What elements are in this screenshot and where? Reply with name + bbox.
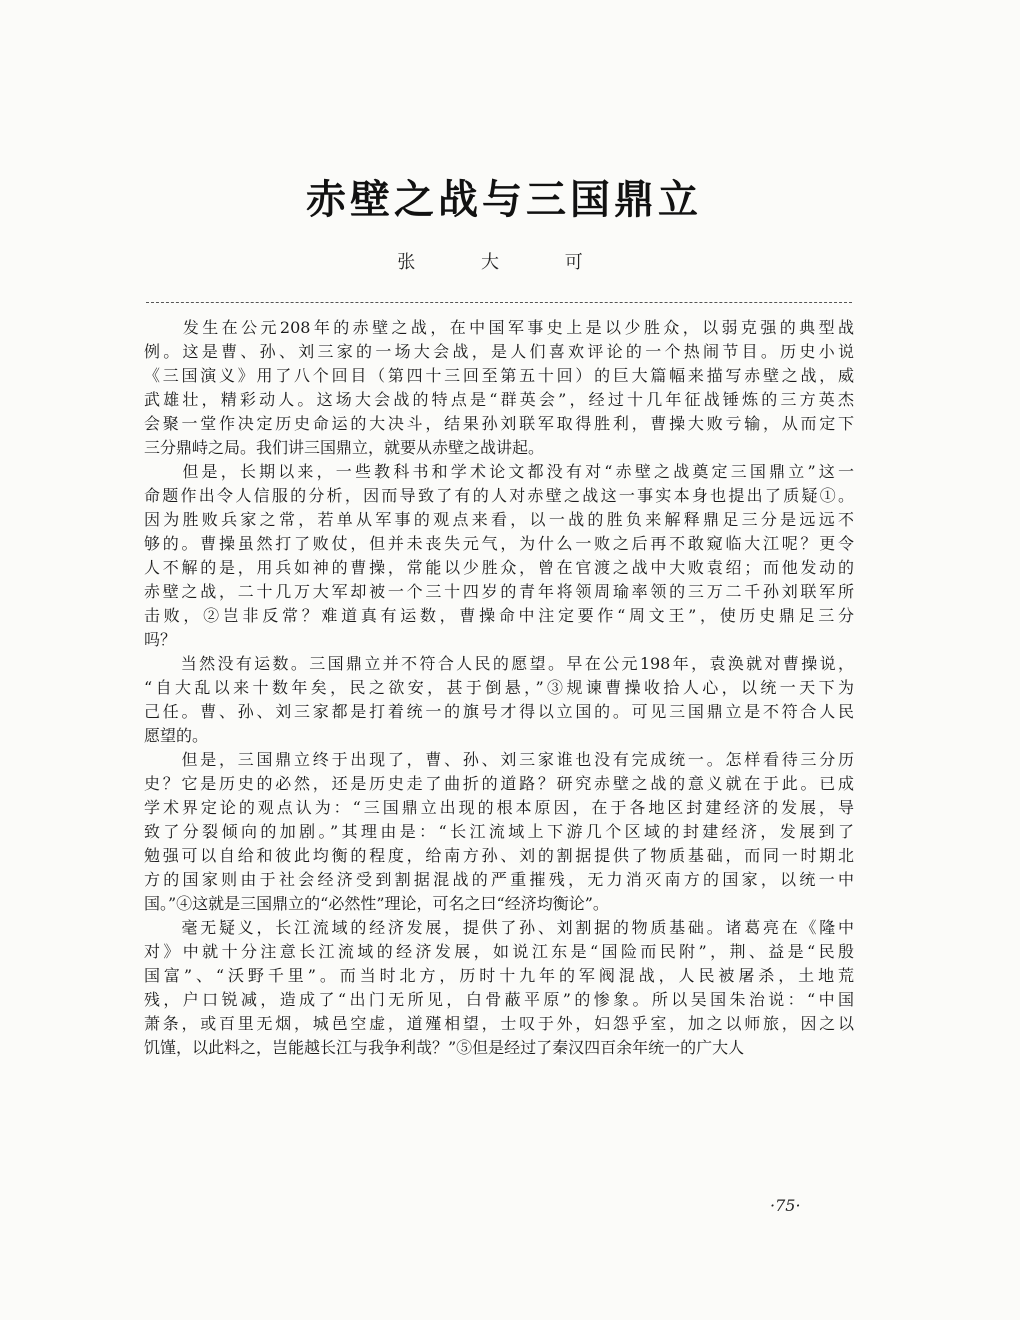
body-line: 致了分裂倾向的加剧。”其理由是：“长江流域上下游几个区域的封建经济，发展到了 (144, 822, 854, 841)
body-line: 残，户口锐减，造成了“出门无所见，白骨蔽平原”的惨象。所以吴国朱治说：“中国 (144, 990, 854, 1009)
body-line: 吗？ (144, 630, 177, 649)
body-line: 萧条，或百里无烟，城邑空虚，道殣相望，士叹于外，妇怨乎室，加之以师旅，因之以 (144, 1014, 854, 1033)
body-line: 命题作出令人信服的分析，因而导致了有的人对赤壁之战这一事实本身也提出了质疑①。 (144, 486, 854, 505)
body-line: 因为胜败兵家之常，若单从军事的观点来看，以一战的胜负来解释鼎足三分是远远不 (144, 510, 854, 529)
body-line: 对》中就十分注意长江流域的经济发展，如说江东是“国险而民附”，荆、益是“民殷 (144, 942, 854, 961)
body-line: 例。这是曹、孙、刘三家的一场大会战，是人们喜欢评论的一个热闹节目。历史小说 (144, 342, 854, 361)
body-line: “自大乱以来十数年矣，民之欲安，甚于倒悬，”③规谏曹操收拾人心，以统一天下为 (144, 678, 854, 697)
body-line: 国富”、“沃野千里”。而当时北方，历时十九年的军阀混战，人民被屠杀，土地荒 (144, 966, 854, 985)
article-body (144, 316, 854, 1060)
article-title: 赤壁之战与三国鼎立 (306, 176, 702, 223)
body-line: 愿望的。 (144, 726, 209, 745)
body-line: 勉强可以自给和彼此均衡的程度，给南方孙、刘的割据提供了物质基础，而同一时期北 (144, 846, 854, 865)
body-line: 武雄壮，精彩动人。这场大会战的特点是“群英会”，经过十几年征战锤炼的三方英杰 (144, 390, 854, 409)
body-line: 己任。曹、孙、刘三家都是打着统一的旗号才得以立国的。可见三国鼎立是不符合人民 (144, 702, 854, 721)
body-line: 毫无疑义，长江流域的经济发展，提供了孙、刘割据的物质基础。诸葛亮在《隆中 (144, 918, 854, 937)
body-line: 当然没有运数。三国鼎立并不符合人民的愿望。早在公元198年，袁涣就对曹操说， (144, 654, 854, 673)
body-line: 够的。曹操虽然打了败仗，但并未丧失元气，为什么一败之后再不敢窥临大江呢？更令 (144, 534, 854, 553)
body-line: 《三国演义》用了八个回目（第四十三回至第五十回）的巨大篇幅来描写赤壁之战，威 (144, 366, 854, 385)
body-line: 但是，三国鼎立终于出现了，曹、孙、刘三家谁也没有完成统一。怎样看待三分历 (144, 750, 854, 769)
body-line: 三分鼎峙之局。我们讲三国鼎立，就要从赤壁之战讲起。 (144, 438, 545, 457)
body-line: 史？它是历史的必然，还是历史走了曲折的道路？研究赤壁之战的意义就在于此。已成 (144, 774, 854, 793)
body-line: 方的国家则由于社会经济受到割据混战的严重摧残，无力消灭南方的国家，以统一中 (144, 870, 854, 889)
body-line: 人不解的是，用兵如神的曹操，常能以少胜众，曾在官渡之战中大败袁绍；而他发动的 (144, 558, 854, 577)
body-line: 发生在公元208年的赤壁之战，在中国军事史上是以少胜众，以弱克强的典型战 (144, 318, 854, 337)
body-line: 赤壁之战，二十几万大军却被一个三十四岁的青年将领周瑜率领的三万二千孙刘联军所 (144, 582, 854, 601)
body-line: 饥馑，以此料之，岂能越长江与我争利哉？”⑤但是经过了秦汉四百余年统一的广大人 (144, 1038, 745, 1057)
title-divider (146, 302, 852, 303)
page-number: ·75· (770, 1196, 801, 1215)
body-line: 国。”④这就是三国鼎立的“必然性”理论，可名之曰“经济均衡论”。 (144, 894, 609, 913)
body-line: 会聚一堂作决定历史命运的大决斗，结果孙刘联军取得胜利，曹操大败亏输，从而定下 (144, 414, 854, 433)
body-line: 学术界定论的观点认为：“三国鼎立出现的根本原因，在于各地区封建经济的发展，导 (144, 798, 854, 817)
body-line: 但是，长期以来，一些教科书和学术论文都没有对“赤壁之战奠定三国鼎立”这一 (144, 462, 854, 481)
body-line: 击败，②岂非反常？难道真有运数，曹操命中注定要作“周文王”，使历史鼎足三分 (144, 606, 854, 625)
article-author: 张 大 可 (397, 252, 613, 273)
